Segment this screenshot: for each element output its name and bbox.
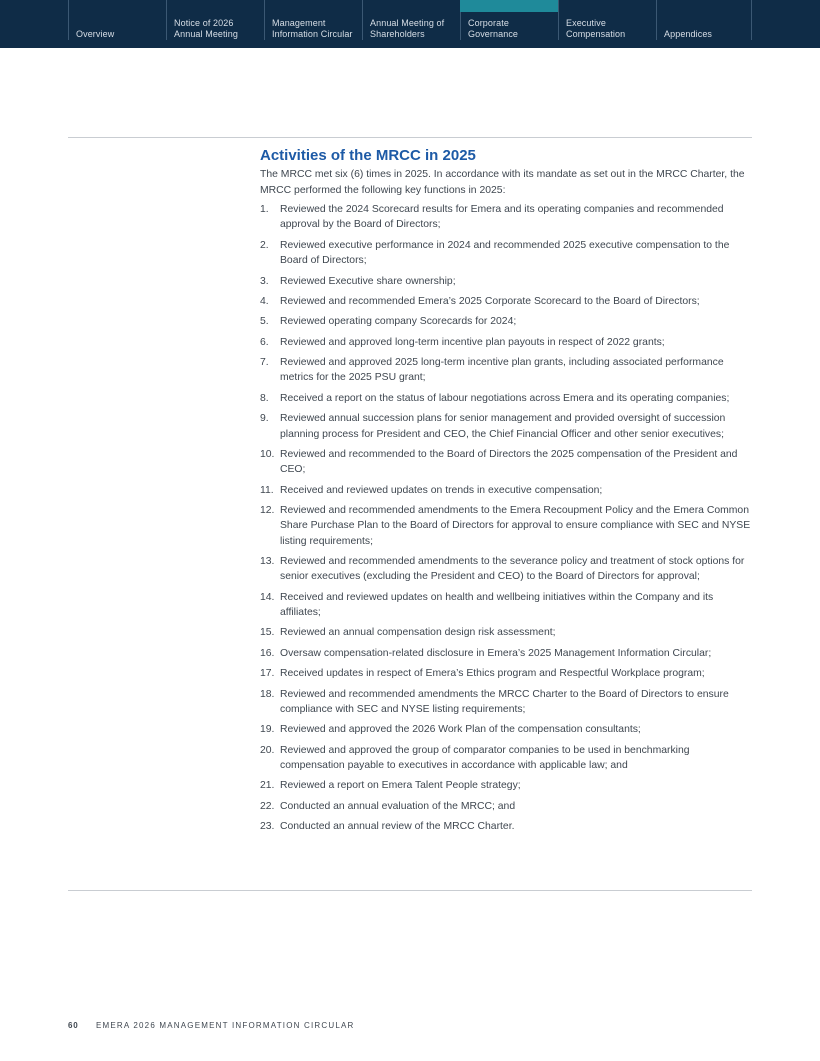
list-item-number: 17.	[260, 668, 275, 680]
list-item-number: 21.	[260, 780, 275, 792]
list-item	[260, 666, 756, 681]
tab-notice-of-annual-meeting[interactable]	[166, 0, 264, 40]
document-title: EMERA 2026 MANAGEMENT INFORMATION CIRCULAR	[95, 1021, 355, 1030]
tab-notice-line1: Notice of 2026	[174, 18, 234, 28]
tab-overview-label: Overview	[76, 29, 115, 39]
list-item	[260, 590, 756, 621]
list-item	[260, 819, 756, 834]
page-footer	[68, 1021, 355, 1030]
list-item	[260, 743, 756, 774]
list-item-number: 11.	[260, 484, 274, 496]
top-divider	[68, 137, 752, 138]
list-item	[260, 625, 756, 640]
list-item-number: 15.	[260, 627, 275, 639]
list-item-text: Reviewed and approved long-term incentive plan payouts in respect of 2022 grants;	[280, 336, 665, 348]
list-item	[260, 314, 756, 329]
list-item-text: Reviewed and approved the group of comparator companies to be used in benchmarking compensation payable to executives in accordance with applicable law; and	[280, 744, 690, 771]
list-item-text: Conducted an annual evaluation of the MRCC; and	[280, 800, 516, 812]
list-item-number: 7.	[260, 357, 269, 369]
tab-shareholders-line1: Annual Meeting of	[370, 18, 445, 28]
list-item-number: 2.	[260, 239, 269, 251]
page-number: 60	[68, 1021, 79, 1030]
list-item-text: Reviewed and recommended amendments to the severance policy and treatment of stock options for senior executives (excluding the President and CEO) to the Board of Directors for approval;	[280, 555, 745, 583]
list-item	[260, 646, 756, 661]
list-item-text: Conducted an annual review of the MRCC Charter.	[280, 821, 515, 833]
list-item-text: Reviewed and recommended to the Board of Directors the 2025 compensation of the President and CEO;	[280, 448, 738, 476]
list-item-text: Received updates in respect of Emera’s Ethics program and Respectful Workplace program;	[280, 668, 705, 680]
list-item-text: Oversaw compensation-related disclosure in Emera’s 2025 Management Information Circular;	[280, 647, 712, 659]
list-item	[260, 391, 756, 406]
list-item-text: Reviewed and approved the 2026 Work Plan of the compensation consultants;	[280, 724, 641, 736]
tab-management-line1: Management	[272, 18, 326, 28]
tab-management-information-circular[interactable]	[264, 0, 362, 40]
list-item	[260, 355, 756, 386]
tab-corporate-governance[interactable]	[460, 0, 558, 40]
list-item-number: 19.	[260, 724, 275, 736]
list-item	[260, 799, 756, 814]
list-item-number: 12.	[260, 504, 275, 516]
list-item-number: 23.	[260, 821, 275, 833]
nav-end-divider	[751, 0, 752, 40]
list-item	[260, 238, 756, 269]
list-item-number: 6.	[260, 336, 269, 348]
section-title: Activities of the MRCC in 2025	[260, 147, 476, 164]
list-item-text: Reviewed executive performance in 2024 and recommended 2025 executive compensation to the Board of Directors;	[280, 239, 730, 267]
list-item-text: Reviewed and recommended amendments to the Emera Recoupment Policy and the Emera Common Share Purchase Plan to the Board of Directors for approval to ensure compliance with SEC and NYSE listing requirements;	[280, 504, 751, 547]
list-item-text: Reviewed annual succession plans for senior management and provided oversight of succession planning process for President and CEO, the Chief Financial Officer and other senior executives;	[280, 413, 726, 440]
list-item	[260, 335, 756, 350]
tab-compensation-line2: Compensation	[566, 29, 626, 39]
list-item-number: 8.	[260, 392, 269, 404]
list-item-text: Received and reviewed updates on health and wellbeing initiatives within the Company and its affiliates;	[280, 591, 714, 618]
list-item-number: 13.	[260, 555, 275, 567]
list-item-number: 22.	[260, 800, 275, 812]
list-item-number: 3.	[260, 275, 269, 287]
list-item	[260, 294, 756, 309]
list-item	[260, 274, 756, 289]
list-item-text: Received a report on the status of labour negotiations across Emera and its operating companies;	[280, 392, 730, 404]
list-item-text: Reviewed an annual compensation design risk assessment;	[280, 627, 556, 639]
list-item	[260, 554, 756, 585]
list-item	[260, 202, 756, 233]
tab-overview[interactable]	[68, 0, 166, 40]
tab-notice-line2: Annual Meeting	[174, 29, 238, 39]
bottom-divider	[68, 890, 752, 891]
list-item	[260, 411, 756, 442]
list-item-number: 10.	[260, 448, 275, 460]
tab-shareholders-line2: Shareholders	[370, 29, 425, 39]
list-item-text: Reviewed operating company Scorecards for 2024;	[280, 316, 517, 328]
tab-appendices[interactable]	[656, 0, 751, 40]
tab-governance-line1: Corporate	[468, 18, 509, 28]
section-intro: The MRCC met six (6) times in 2025. In accordance with its mandate as set out in the MRCC Charter, the MRCC performed the following key functions in 2025:	[260, 169, 745, 196]
list-item-number: 4.	[260, 295, 269, 307]
list-item-text: Reviewed a report on Emera Talent People strategy;	[280, 780, 521, 792]
list-item-number: 5.	[260, 316, 269, 328]
list-item	[260, 503, 756, 549]
list-item-number: 1.	[260, 204, 269, 216]
list-item-number: 18.	[260, 688, 275, 700]
list-item-number: 20.	[260, 744, 275, 756]
tab-appendices-label: Appendices	[664, 29, 713, 39]
list-item	[260, 483, 756, 498]
list-item-text: Reviewed Executive share ownership;	[280, 275, 456, 287]
list-item-text: Reviewed and approved 2025 long-term incentive plan grants, including associated performance metrics for the 2025 PSU grant;	[280, 357, 724, 384]
list-item-text: Reviewed and recommended Emera’s 2025 Corporate Scorecard to the Board of Directors;	[280, 295, 700, 307]
activities-list	[260, 202, 756, 834]
list-item	[260, 447, 756, 478]
list-item	[260, 687, 756, 718]
list-item	[260, 778, 756, 793]
tab-annual-meeting-of-shareholders[interactable]	[362, 0, 460, 40]
list-item-number: 16.	[260, 647, 275, 659]
tab-governance-line2: Governance	[468, 29, 519, 39]
top-navigation	[0, 0, 820, 48]
mrcc-activities-section	[260, 146, 756, 839]
list-item-text: Reviewed and recommended amendments the MRCC Charter to the Board of Directors to ensure compliance with SEC and NYSE listing requirements;	[280, 688, 729, 715]
list-item-text: Received and reviewed updates on trends in executive compensation;	[280, 484, 603, 496]
list-item-text: Reviewed the 2024 Scorecard results for Emera and its operating companies and recommended approval by the Board of Directors;	[280, 204, 724, 231]
tab-executive-compensation[interactable]	[558, 0, 656, 40]
list-item-number: 9.	[260, 413, 269, 425]
list-item-number: 14.	[260, 591, 275, 603]
tab-compensation-line1: Executive	[566, 18, 606, 28]
list-item	[260, 722, 756, 737]
tab-management-line2: Information Circular	[272, 29, 353, 39]
